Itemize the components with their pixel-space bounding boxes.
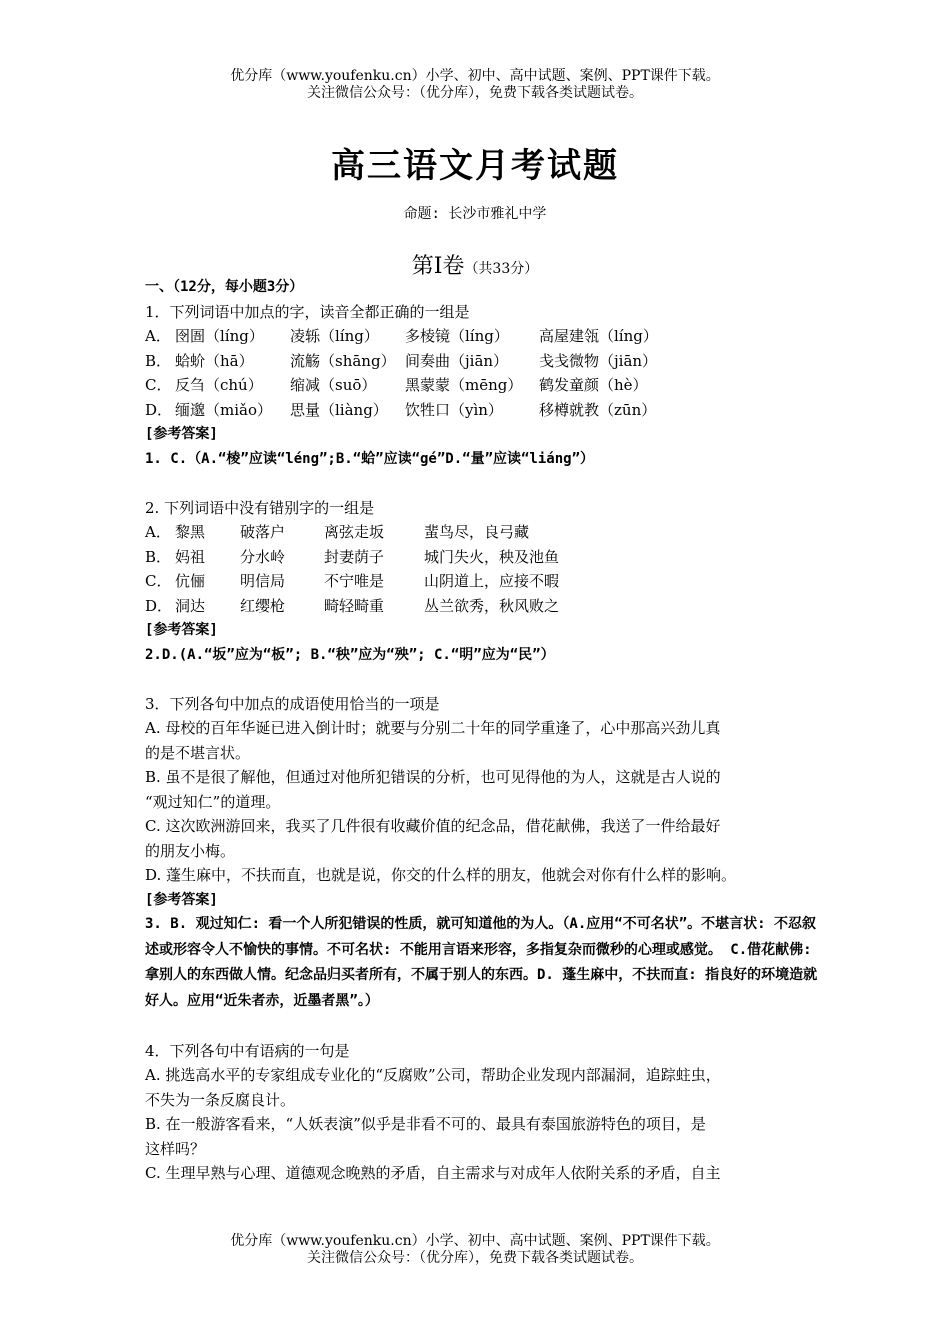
option-item: 不宁唯是 <box>324 572 385 590</box>
q3-option-a-line1: A. 母校的百年华诞已进入倒计时；就要与分别二十年的同学重逢了，心中那高兴劲儿真 <box>145 719 721 737</box>
q1-row-b <box>145 349 820 374</box>
option-item: 思量（liàng） <box>290 400 388 419</box>
option-item: 凌轹（líng） <box>290 327 379 345</box>
q2-reference-heading: [参考答案] <box>145 622 218 638</box>
q3-reference-heading: [参考答案] <box>145 891 218 908</box>
q4-stem: 4．下列各句中有语病的一句是 <box>145 1041 350 1060</box>
q3-option-b-line2: “观过知仁”的道理。 <box>145 792 281 811</box>
q2-row-a <box>145 520 820 545</box>
header-line-1: 优分库（www.youfenku.cn）小学、初中、高中试题、案例、PPT课件下载。 <box>230 68 720 84</box>
q2-stem: 2. 下列词语中没有错别字的一组是 <box>145 498 375 517</box>
option-item: 伉俪 <box>175 572 206 590</box>
option-item: 缩减（suō） <box>290 376 377 394</box>
option-item: 饮牲口（yìn） <box>405 400 503 419</box>
q4-option-b-line2: 这样吗？ <box>145 1139 206 1158</box>
option-item: 洞达 <box>175 596 206 615</box>
option-item: 高屋建瓴（líng） <box>539 327 658 345</box>
page-header <box>0 68 950 102</box>
author-line: 命题: 长沙市雅礼中学 <box>403 206 547 222</box>
option-item: 间奏曲（jiān） <box>405 351 509 370</box>
option-item: 分水岭 <box>240 547 286 566</box>
option-item: 城门失火，秧及池鱼 <box>424 547 560 566</box>
option-item: 缅邈（miǎo） <box>175 400 272 419</box>
option-item: 丛兰欲秀，秋风败之 <box>424 596 560 615</box>
option-item: 黑蒙蒙（mēng） <box>405 376 523 394</box>
q2-row-c <box>145 569 820 594</box>
option-label: D． <box>145 596 173 615</box>
option-item: 畸轻畸重 <box>324 596 385 615</box>
q1-stem: 1．下列词语中加点的字，读音全都正确的一组是 <box>145 302 470 321</box>
option-item: 戋戋微物（jiān） <box>539 351 658 370</box>
page-title: 高三语文月考试题 <box>331 146 619 186</box>
option-item: 多棱镜（líng） <box>405 327 509 345</box>
q3-answer: 3. B. 观过知仁: 看一个人所犯错误的性质，就可知道他的为人。（A.应用“不可名状”。不堪言状: 不忍叙述或形容令人不愉快的事情。不可名状: 不能用言语来形容，多指复杂而微秒的心理或感觉。 C.借花献佛: 拿别人的东西做人情。纪念品归买者所有，不属于别人的东西。D. 蓬生麻中，不扶而直: 指良好的环境造就好人。应用“近朱者赤，近墨者黑”。） <box>145 916 818 1009</box>
option-label: C． <box>145 572 172 590</box>
q3-option-d: D. 蓬生麻中，不扶而直，也就是说，你交的什么样的朋友，他就会对你有什么样的影响。 <box>145 866 737 884</box>
header-line-2: 关注微信公众号：（优分库），免费下载各类试题试卷。 <box>307 85 643 101</box>
option-item: 移樽就教（zūn） <box>539 400 657 419</box>
option-item: 反刍（chú） <box>175 376 263 394</box>
volume-subtitle: （共33分） <box>464 261 539 277</box>
q1-options <box>145 324 820 422</box>
option-label: C． <box>145 376 172 394</box>
q4-option-a-line1: A. 挑选高水平的专家组成专业化的“反腐败”公司，帮助企业发现内部漏洞，追踪蛀虫， <box>145 1066 721 1084</box>
option-label: B． <box>145 351 172 370</box>
option-item: 山阴道上，应接不暇 <box>424 572 560 590</box>
spacer <box>145 667 820 692</box>
q4-option-c-line1: C. 生理早熟与心理、道德观念晚熟的矛盾，自主需求与对成年人依附关系的矛盾，自主 <box>145 1164 721 1182</box>
q1-reference-heading: [参考答案] <box>145 426 218 442</box>
q4-option-b-line1: B. 在一般游客看来，“人妖表演”似乎是非看不可的、最具有泰国旅游特色的项目，是 <box>145 1115 706 1133</box>
spacer <box>145 1014 820 1039</box>
option-label: A． <box>145 523 171 541</box>
option-item: 红缨枪 <box>240 596 286 615</box>
q1-answer: 1. C.（A.“棱”应读“léng”;B.“蛤”应读“gé”D.“量”应读“liáng”） <box>145 450 595 467</box>
q2-answer: 2.D.(A.“坂”应为“板”; B.“秧”应为“殃”; C.“明”应为“民”） <box>145 646 555 663</box>
option-label: B． <box>145 547 172 566</box>
volume-title: 第Ⅰ卷 <box>411 254 465 279</box>
option-item: 妈祖 <box>175 547 206 566</box>
q3-option-b-line1: B. 虽不是很了解他，但通过对他所犯错误的分析，也可见得他的为人，这就是古人说的 <box>145 768 721 786</box>
exam-body <box>145 275 820 1186</box>
option-item: 黎黑 <box>175 523 206 541</box>
page-footer <box>0 1233 950 1267</box>
q3-stem: 3．下列各句中加点的成语使用恰当的一项是 <box>145 694 440 713</box>
spacer <box>145 471 820 496</box>
option-item: 囹圄（líng） <box>175 327 264 345</box>
q4-option-a-line2: 不失为一条反腐良计。 <box>145 1090 296 1109</box>
option-item: 明信局 <box>240 572 286 590</box>
option-item: 鹤发童颜（hè） <box>539 376 648 394</box>
option-item: 离弦走坂 <box>324 523 385 541</box>
option-label: A． <box>145 327 171 345</box>
option-item: 蜚鸟尽，良弓藏 <box>424 523 530 541</box>
option-item: 蛤蚧（hā） <box>175 351 254 370</box>
option-item: 封妻荫子 <box>324 547 385 566</box>
q2-row-b <box>145 545 820 570</box>
q3-option-c-line2: 的朋友小梅。 <box>145 841 236 860</box>
q1-row-c <box>145 373 820 398</box>
q2-row-d <box>145 594 820 619</box>
q2-options <box>145 520 820 618</box>
section-heading: 一、（12分，每小题3分） <box>145 279 304 295</box>
q3-option-a-line2: 的是不堪言状。 <box>145 743 251 762</box>
option-item: 流觞（shāng） <box>290 351 396 370</box>
q1-row-d <box>145 398 820 423</box>
option-item: 破落户 <box>240 523 286 541</box>
footer-line-1: 优分库（www.youfenku.cn）小学、初中、高中试题、案例、PPT课件下载。 <box>230 1233 720 1249</box>
footer-line-2: 关注微信公众号：（优分库），免费下载各类试题试卷。 <box>307 1250 643 1266</box>
option-label: D． <box>145 400 173 419</box>
q3-option-c-line1: C. 这次欧洲游回来，我买了几件很有收藏价值的纪念品，借花献佛，我送了一件给最好 <box>145 817 721 835</box>
q1-row-a <box>145 324 820 349</box>
